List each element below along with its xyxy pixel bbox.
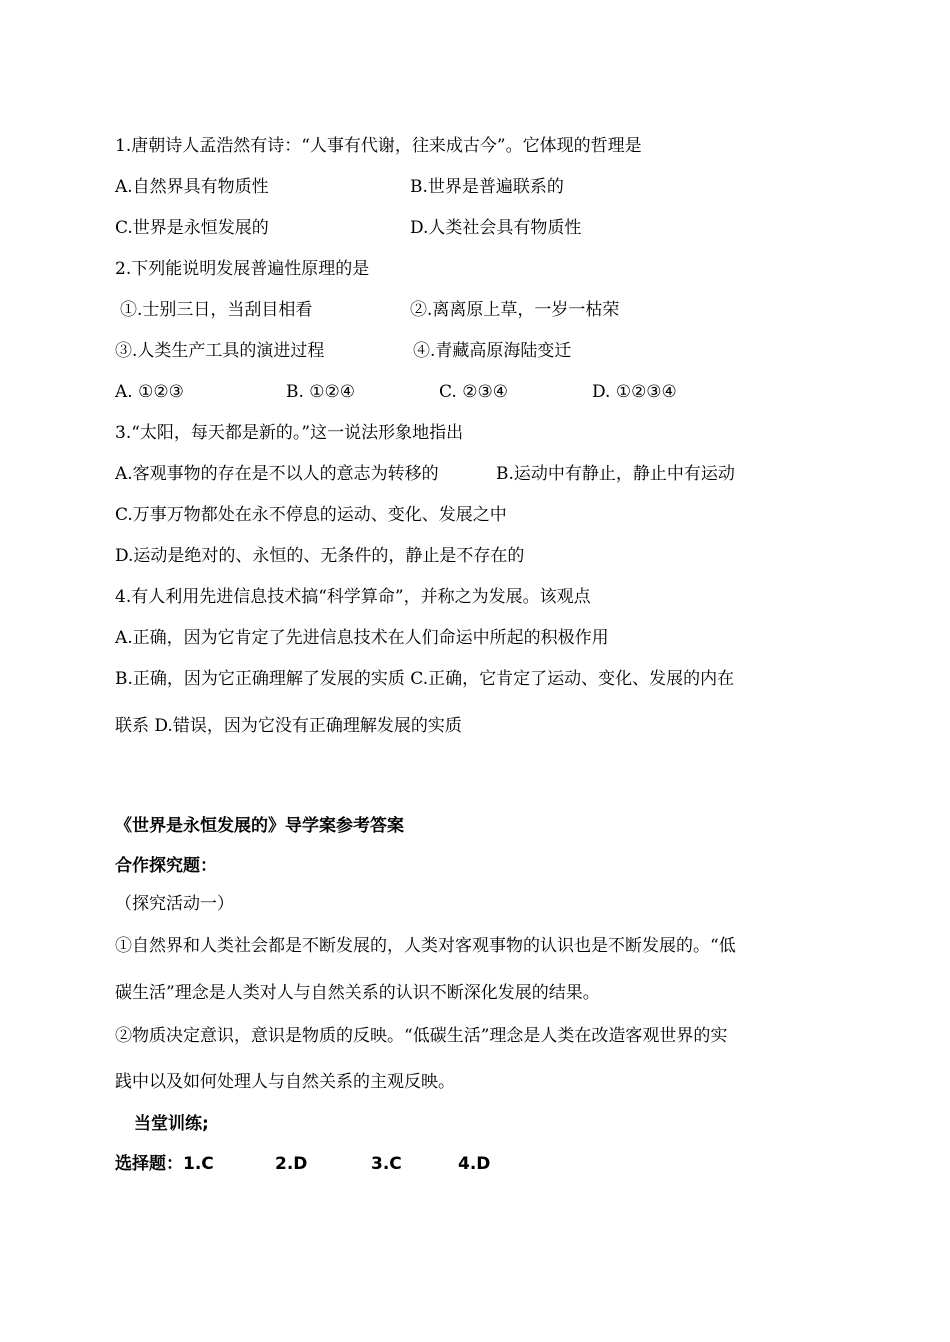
choice-answers-row	[115, 1153, 491, 1175]
answer-paragraph-2-line-1: ②物质决定意识，意识是物质的反映。“低碳生活”理念是人类在改造客观世界的实	[115, 1026, 728, 1046]
q1-option-b: B.世界是普遍联系的	[410, 177, 564, 197]
choice-label: 选择题：	[115, 1154, 183, 1174]
answer-paragraph-1-line-1: ①自然界和人类社会都是不断发展的，人类对客观事物的认识也是不断发展的。“低	[115, 936, 736, 956]
q2-item-3: ③.人类生产工具的演进过程	[115, 341, 325, 361]
answer-paragraph-1-line-2: 碳生活”理念是人类对人与自然关系的认识不断深化发展的结果。	[115, 983, 600, 1003]
q2-item-4: ④.青藏高原海陆变迁	[413, 341, 572, 361]
q2-item-1: ①.士别三日，当刮目相看	[120, 300, 313, 320]
q2-item-2: ②.离离原上草，一岁一枯荣	[410, 300, 620, 320]
q4-option-a: A.正确，因为它肯定了先进信息技术在人们命运中所起的积极作用	[115, 628, 609, 648]
q3-option-b: B.运动中有静止，静止中有运动	[496, 464, 735, 484]
q1-stem: 1.唐朝诗人孟浩然有诗：“人事有代谢，往来成古今”。它体现的哲理是	[115, 136, 642, 156]
q3-option-d: D.运动是绝对的、永恒的、无条件的，静止是不存在的	[115, 546, 525, 566]
choice-answer-3: 3.C	[371, 1154, 402, 1174]
training-heading: 当堂训练;	[134, 1114, 209, 1134]
activity-1-label: （探究活动一）	[115, 894, 234, 914]
q4-option-d-line: 联系 D.错误，因为它没有正确理解发展的实质	[115, 716, 462, 736]
q3-option-c: C.万事万物都处在永不停息的运动、变化、发展之中	[115, 505, 507, 525]
coop-heading: 合作探究题：	[115, 856, 217, 876]
choice-answer-2: 2.D	[275, 1154, 308, 1174]
q3-stem: 3.“太阳，每天都是新的。”这一说法形象地指出	[115, 423, 464, 443]
q1-option-c: C.世界是永恒发展的	[115, 218, 269, 238]
q1-option-d: D.人类社会具有物质性	[410, 218, 582, 238]
q1-option-a: A.自然界具有物质性	[115, 177, 269, 197]
q2-option-d: D. ①②③④	[592, 382, 677, 402]
q2-option-b: B. ①②④	[286, 382, 356, 402]
q4-stem: 4.有人利用先进信息技术搞“科学算命”，并称之为发展。该观点	[115, 587, 591, 607]
q2-stem: 2.下列能说明发展普遍性原理的是	[115, 259, 370, 279]
choice-answer-4: 4.D	[458, 1154, 491, 1174]
answers-title: 《世界是永恒发展的》导学案参考答案	[115, 816, 404, 836]
choice-answer-1: 1.C	[183, 1154, 214, 1174]
answer-paragraph-2-line-2: 践中以及如何处理人与自然关系的主观反映。	[115, 1072, 455, 1092]
q2-option-a: A. ①②③	[115, 382, 184, 402]
q4-options-bc: B.正确，因为它正确理解了发展的实质 C.正确，它肯定了运动、变化、发展的内在	[115, 669, 735, 689]
q2-option-c: C. ②③④	[439, 382, 508, 402]
q3-option-a: A.客观事物的存在是不以人的意志为转移的	[115, 464, 439, 484]
